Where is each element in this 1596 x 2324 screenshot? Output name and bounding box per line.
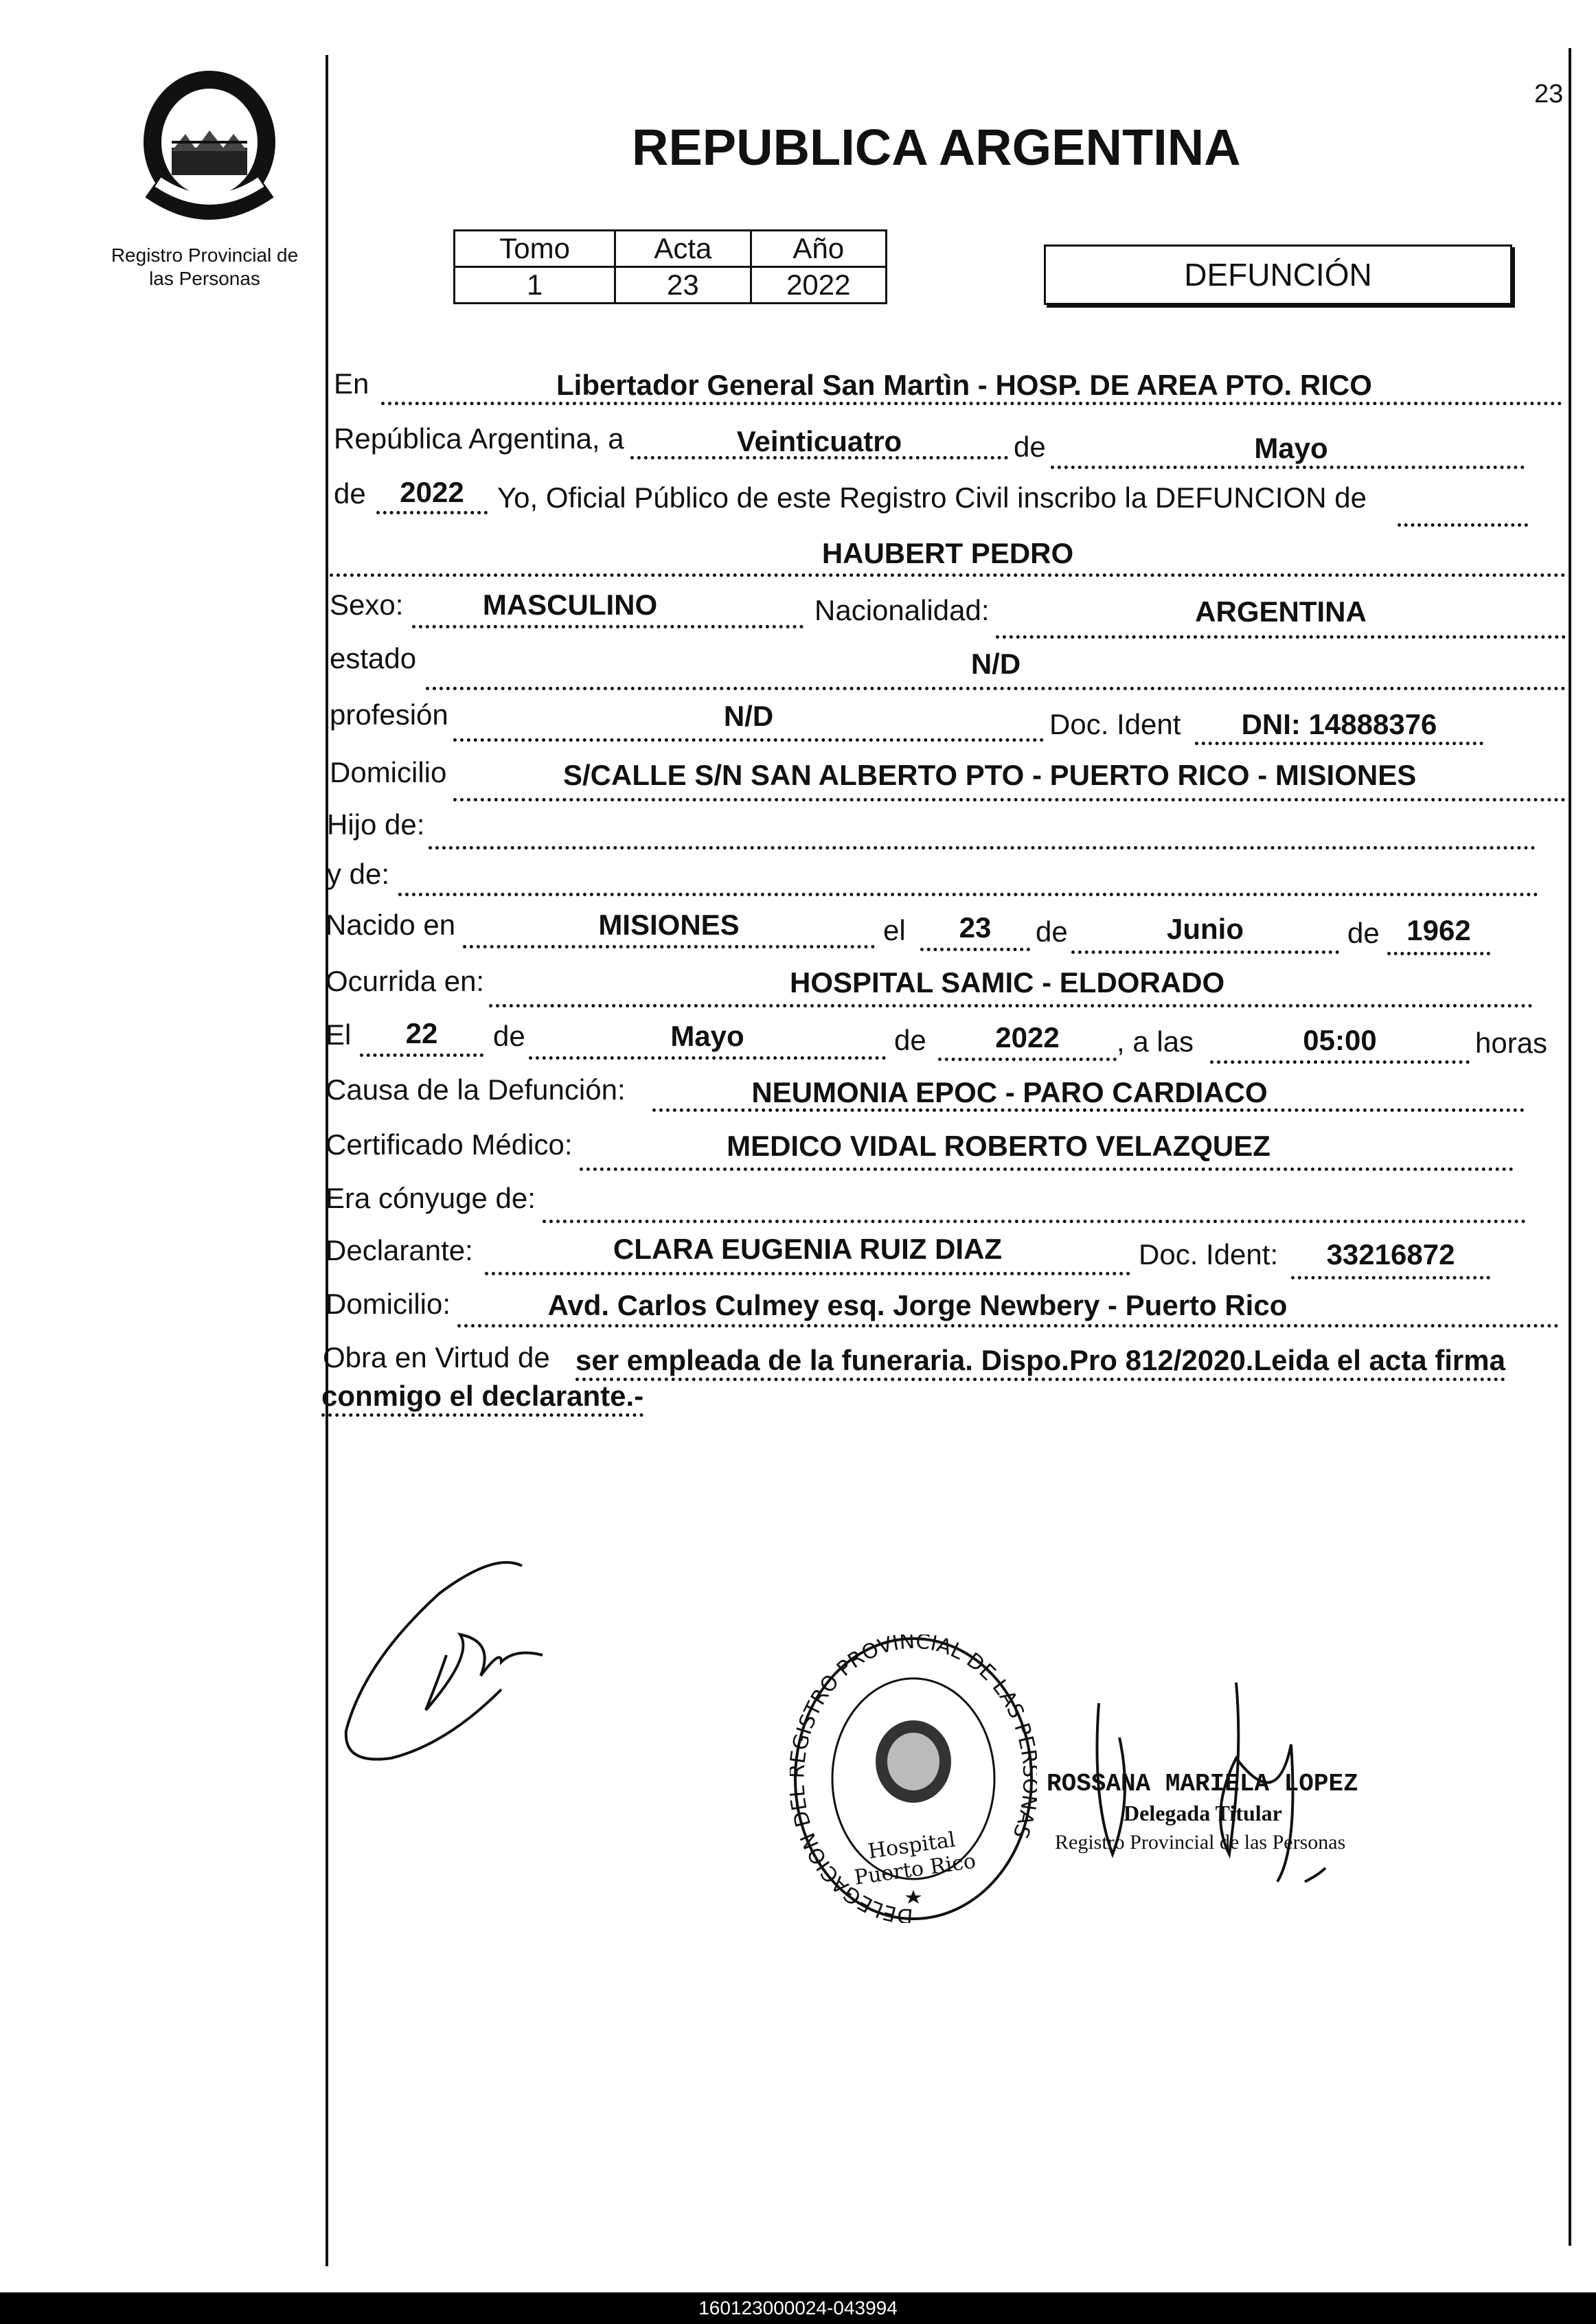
nacido-value: MISIONES [598,909,740,941]
causa-value: NEUMONIA EPOC - PARO CARDIACO [751,1076,1268,1108]
dotted-line [938,1058,1117,1061]
de-label: de [334,477,366,510]
death-time-value: 05:00 [1303,1024,1377,1056]
domicilio-label: Domicilio [330,756,447,788]
month-value: Mayo [1254,432,1328,464]
dotted-line [489,1004,1533,1007]
birth-month-value: Junio [1167,913,1244,945]
dotted-line [1210,1060,1470,1064]
dotted-line [376,511,488,514]
dotted-line [457,1324,1559,1328]
record-type-box: DEFUNCIÓN [1044,244,1512,305]
estado-label: estado [330,642,417,674]
dotted-line [426,687,1566,690]
sexo-value: MASCULINO [482,589,658,621]
domicilio-value: S/CALLE S/N SAN ALBERTO PTO - PUERTO RICO - MISIONES [563,759,1417,791]
stamp-inner-text: Hospital Puerto Rico [852,1827,978,1891]
dotted-line [920,948,1030,951]
table-cell: 23 [615,267,751,304]
doc-ident-label: Doc. Ident [1049,708,1181,740]
left-margin-rule [326,55,328,2266]
declarant-signature [337,1552,563,1772]
province-logo [130,65,288,220]
doc-ident-value: 33216872 [1326,1238,1455,1271]
obra-value-line1: ser empleada de la funeraria. Dispo.Pro 812/2020.Leida el acta firma [575,1346,1505,1381]
obra-label: Obra en Virtud de [323,1341,550,1374]
death-month-value: Mayo [670,1020,744,1052]
nacionalidad-value: ARGENTINA [1195,595,1367,628]
dotted-line [580,1167,1514,1171]
en-label: En [334,367,369,400]
dotted-line [1051,466,1525,469]
death-year-value: 2022 [995,1021,1060,1053]
nacido-label: Nacido en [326,909,456,941]
dotted-line [1387,952,1490,955]
ocurrida-label: Ocurrida en: [326,965,485,997]
official-title: Delegada Titular [1124,1801,1282,1825]
registry-name-line2: las Personas [149,268,260,289]
hijo-label: Hijo de: [327,808,425,841]
certificado-value: MEDICO VIDAL ROBERTO VELAZQUEZ [727,1130,1270,1162]
page-title: REPUBLICA ARGENTINA [632,119,1241,176]
el-label: el [883,914,906,946]
table-header: Año [751,231,886,267]
birth-day-value: 23 [959,911,992,944]
declarante-value: CLARA EUGENIA RUIZ DIAZ [613,1233,1003,1265]
horas-label: horas [1475,1027,1548,1059]
dotted-line [529,1056,886,1060]
de-label: de [894,1024,926,1056]
republica-label: República Argentina, a [334,422,624,455]
day-words-value: Veinticuatro [736,425,902,457]
deceased-name-value: HAUBERT PEDRO [821,537,1074,569]
dotted-line [360,1053,483,1057]
obra-value-line2: conmigo el declarante.- [321,1382,643,1417]
barcode-footer: 160123000024-043994 [0,2292,1596,2324]
right-margin-rule [1569,48,1571,2246]
de-label: de [1014,431,1046,463]
official-office: Registro Provincial de las Personas [1055,1831,1346,1854]
dotted-line [1195,742,1483,745]
dotted-line [463,945,875,948]
profesion-value: N/D [723,700,774,732]
year-value: 2022 [400,476,464,508]
dotted-line [1398,523,1528,527]
dotted-line [1291,1276,1490,1279]
stamp-ring-text: DELEGACION D GISTRO PROVINCIAL DE LAS PE AS [790,1634,1037,1923]
a-las-label: , a las [1117,1025,1194,1058]
registry-name-line1: Registro Provincial de [111,244,299,266]
doc-ident-value: DNI: 14888376 [1241,708,1437,740]
conyuge-label: Era cónyuge de: [326,1182,536,1214]
dotted-line [330,573,1566,577]
dotted-line [543,1220,1526,1223]
dotted-line [398,893,1538,896]
record-table [453,229,887,304]
inscribo-text: Yo, Oficial Público de este Registro Civil inscribo la DEFUNCION de [497,481,1367,514]
dotted-line [996,635,1566,639]
death-day-value: 22 [405,1017,438,1049]
page-number: 23 [1534,80,1564,109]
estado-value: N/D [970,648,1021,680]
dotted-line [429,846,1536,850]
official-name: ROSSANA MARIELA LOPEZ [1047,1770,1358,1798]
dotted-line [412,625,803,628]
registry-stamp [790,1634,1037,1923]
table-cell: 1 [455,267,615,304]
profesion-label: profesión [330,698,448,731]
nacionalidad-label: Nacionalidad: [814,594,990,626]
table-cell: 2022 [751,267,886,304]
y-de-label: y de: [327,858,390,890]
el-label: El [326,1018,352,1051]
doc-ident-label: Doc. Ident: [1139,1238,1279,1271]
de-label: de [1036,915,1068,948]
birth-year-value: 1962 [1406,914,1471,946]
ocurrida-value: HOSPITAL SAMIC - ELDORADO [790,966,1225,999]
de-label: de [1347,917,1380,949]
de-label: de [493,1020,525,1052]
dotted-line [453,798,1566,801]
domicilio-value: Avd. Carlos Culmey esq. Jorge Newbery - Puerto Rico [547,1289,1288,1321]
dotted-line [453,738,1044,742]
certificado-label: Certificado Médico: [326,1128,573,1161]
domicilio-label: Domicilio: [326,1288,451,1320]
causa-label: Causa de la Defunción: [326,1073,626,1106]
declarante-label: Declarante: [326,1234,473,1266]
dotted-line [381,402,1562,405]
dotted-line [1071,950,1339,954]
table-header: Acta [615,231,751,267]
dotted-line [485,1272,1130,1275]
table-header: Tomo [455,231,615,267]
place-value: Libertador General San Martìn - HOSP. DE AREA PTO. RICO [556,369,1372,401]
sexo-label: Sexo: [330,589,404,621]
dotted-line [652,1108,1525,1112]
